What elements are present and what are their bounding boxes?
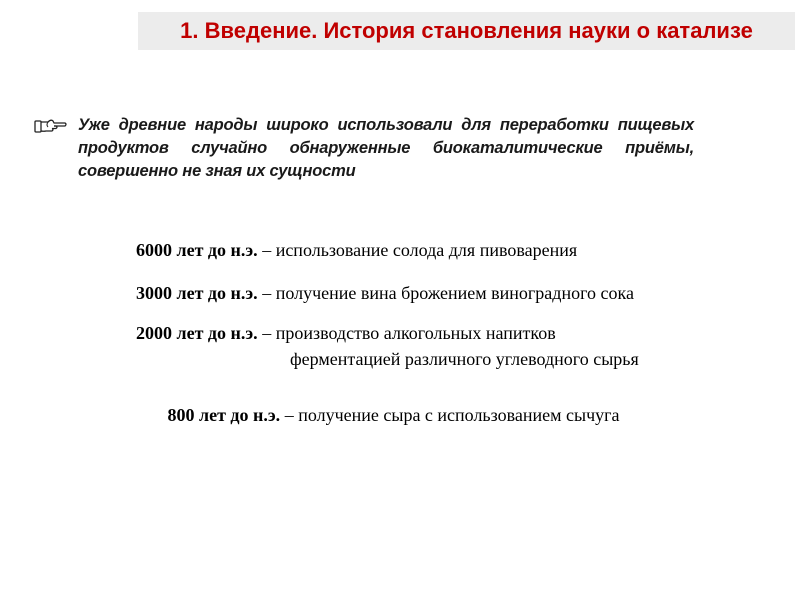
- event-date: 2000 лет до н.э.: [136, 323, 258, 343]
- event-date: 800 лет до н.э.: [163, 405, 281, 425]
- event-text: – получение вина брожением виноградного сока: [257, 283, 634, 303]
- event-date: 3000 лет до н.э.: [136, 283, 258, 303]
- event-800bc: [136, 384, 620, 447]
- event-text: – получение сыра с использованием сычуга: [280, 405, 620, 425]
- event-text-continuation: ферментацией различного углеводного сырья: [290, 349, 639, 369]
- event-text: – производство алкогольных напитков: [257, 323, 556, 343]
- event-text: – использование солода для пивоварения: [257, 240, 578, 260]
- title-bar: [138, 12, 795, 50]
- event-2000bc: [136, 320, 639, 372]
- intro-text: Уже древние народы широко использовали для переработки пищевых продуктов случайно обнаруженные биокаталитические приёмы, совершенно не зная их сущности: [78, 116, 694, 180]
- pointing-hand-icon: [34, 116, 68, 136]
- event-3000bc: [136, 283, 634, 304]
- event-6000bc: [136, 240, 577, 261]
- slide-title: 1. Введение. История становления науки о катализе: [180, 18, 753, 43]
- event-date: 6000 лет до н.э.: [136, 240, 258, 260]
